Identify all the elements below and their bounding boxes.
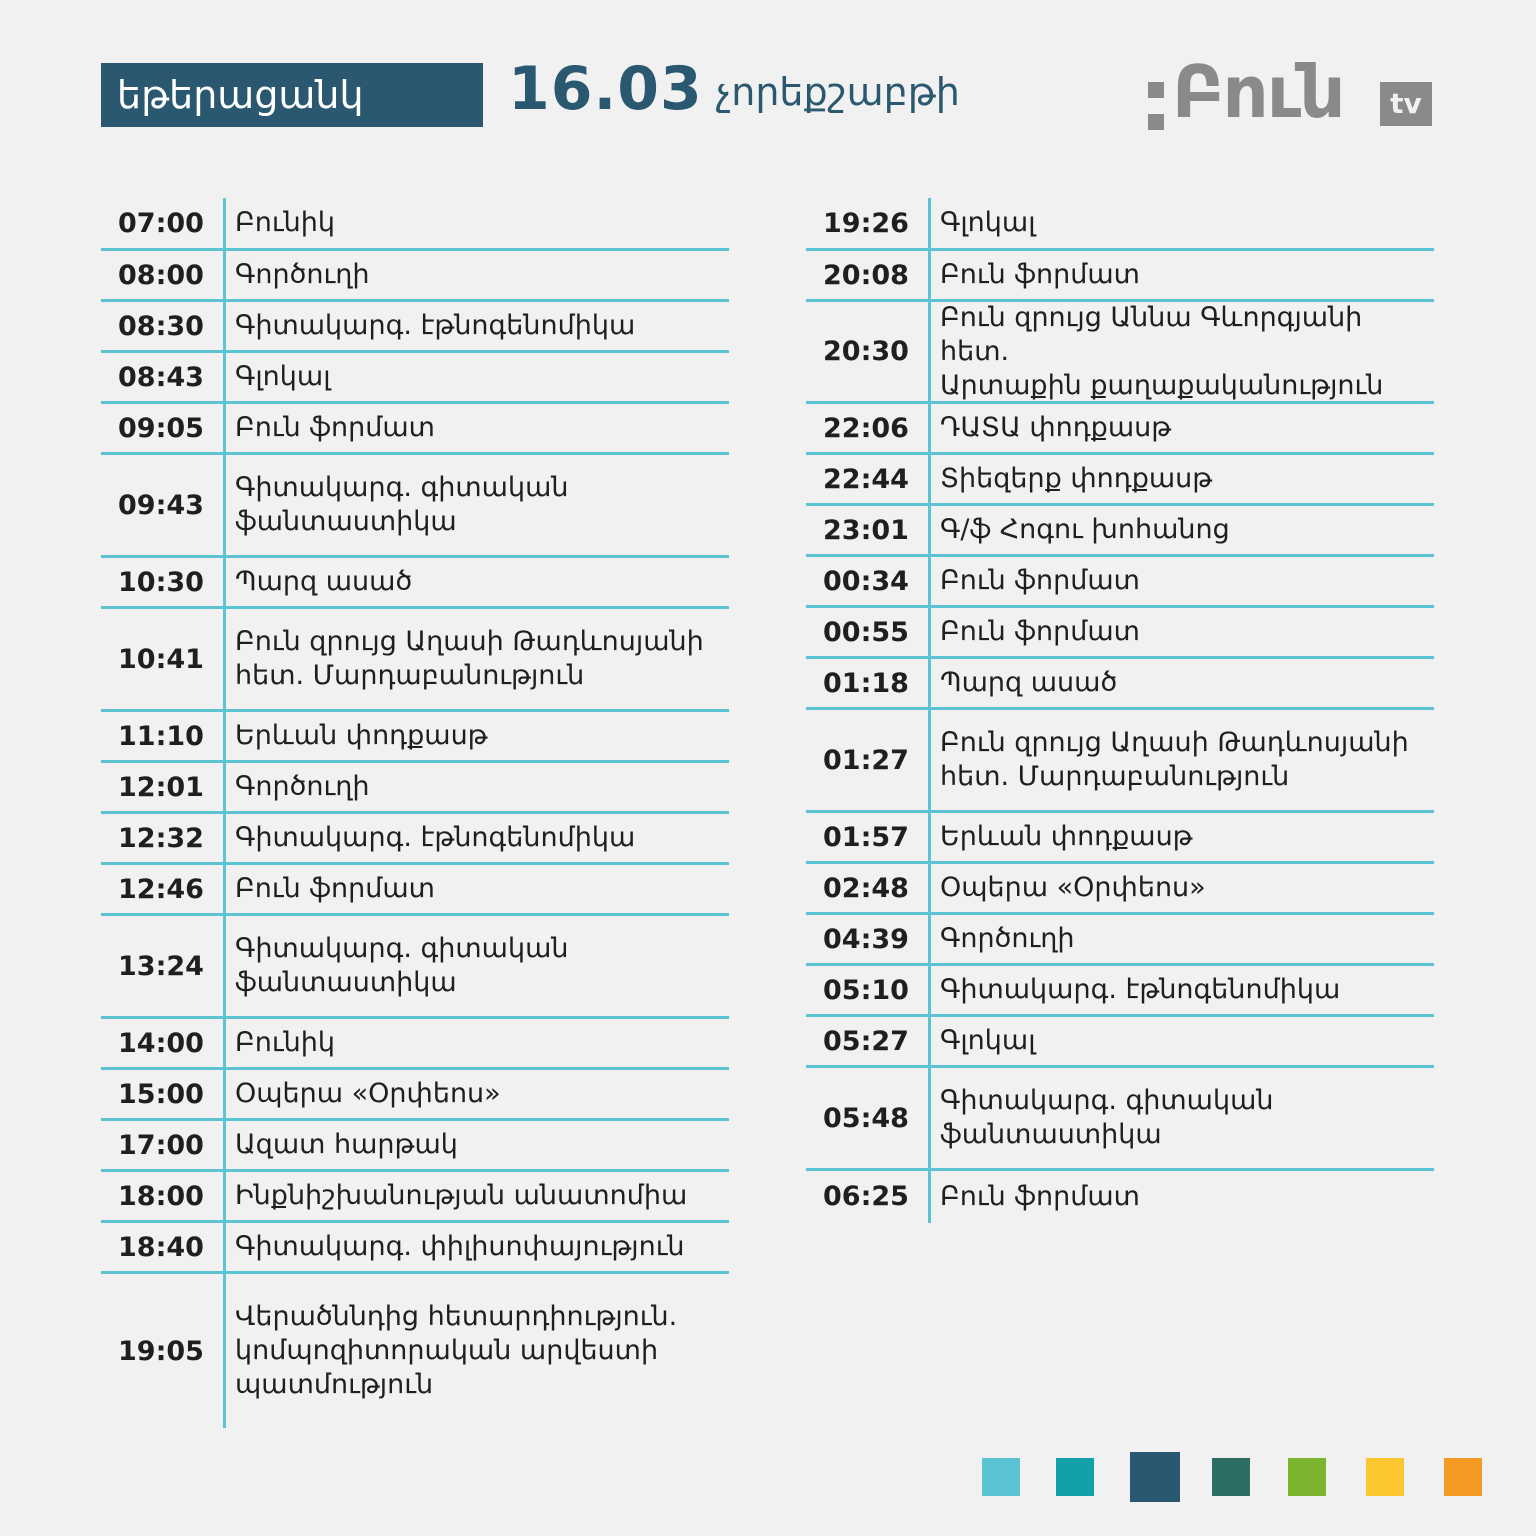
schedule-row <box>806 1171 1434 1222</box>
schedule-title: Բուն ֆորմատ <box>235 873 435 904</box>
schedule-title: Ազատ հարթակ <box>235 1129 458 1160</box>
schedule-title: Գիտակարգ. էթնոգենոմիկա <box>235 822 636 853</box>
schedule-time: 08:00 <box>118 259 204 291</box>
schedule-time: 22:06 <box>823 412 909 444</box>
schedule-time: 19:26 <box>823 207 909 239</box>
schedule-row <box>806 1068 1434 1171</box>
schedule-time: 05:10 <box>823 974 909 1006</box>
schedule-time: 20:08 <box>823 259 909 291</box>
schedule-time: 23:01 <box>823 514 909 546</box>
schedule-time: 04:39 <box>823 923 909 955</box>
schedule-time: 02:48 <box>823 872 909 904</box>
header-label: եթերացանկ <box>101 63 483 127</box>
schedule-title: Գլոկալ <box>235 361 331 392</box>
schedule-row <box>101 251 729 302</box>
schedule-time: 06:25 <box>823 1181 909 1212</box>
schedule-time: 09:05 <box>118 412 204 444</box>
schedule-title: Բուն զրույց Աննա Գևորգյանի հետ. Արտաքին քաղաքականություն <box>940 301 1384 401</box>
schedule-row <box>101 302 729 353</box>
schedule-title: Բուն ֆորմատ <box>940 259 1140 290</box>
schedule-row <box>101 763 729 814</box>
schedule-row <box>101 455 729 558</box>
schedule-title: Գիտակարգ. գիտական ֆանտաստիկա <box>235 472 569 537</box>
schedule-row <box>101 558 729 609</box>
schedule-row <box>101 814 729 865</box>
schedule-title: Գիտակարգ. փիլիսոփայություն <box>235 1231 685 1262</box>
color-swatch <box>1288 1458 1326 1496</box>
schedule-row <box>806 608 1434 659</box>
schedule-row <box>806 864 1434 915</box>
schedule-title: Օպերա «Օրփեոս» <box>235 1078 501 1109</box>
schedule-title: Բուն ֆորմատ <box>940 565 1140 596</box>
schedule-title: Օպերա «Օրփեոս» <box>940 872 1206 903</box>
schedule-left-column <box>101 198 729 1428</box>
schedule-time: 22:44 <box>823 463 909 495</box>
schedule-row <box>101 916 729 1019</box>
schedule-row <box>101 404 729 455</box>
logo-tv-badge: tv <box>1380 82 1432 126</box>
color-swatch <box>1366 1458 1404 1496</box>
schedule-time: 01:57 <box>823 821 909 853</box>
schedule-time: 08:30 <box>118 310 204 342</box>
schedule-row <box>806 966 1434 1017</box>
weekday-label: չորեքշաբթի <box>715 70 960 114</box>
schedule-time: 01:27 <box>823 744 909 776</box>
schedule-time: 17:00 <box>118 1129 204 1161</box>
schedule-title: Բունիկ <box>235 207 335 238</box>
schedule-title: Գործուղի <box>235 259 370 290</box>
date-block <box>508 54 960 124</box>
schedule-title: Բուն ֆորմատ <box>940 1180 1140 1212</box>
schedule-title: Գիտակարգ. գիտական ֆանտաստիկա <box>235 933 569 998</box>
schedule-row <box>806 915 1434 966</box>
schedule-title: Գիտակարգ. էթնոգենոմիկա <box>235 310 636 341</box>
schedule-title: Գլոկալ <box>940 207 1036 238</box>
channel-logo <box>1148 50 1438 134</box>
schedule-time: 09:43 <box>118 489 204 521</box>
schedule-title: Գ/ֆ Հոգու խոհանոց <box>940 514 1230 545</box>
schedule-title: Գիտակարգ. էթնոգենոմիկա <box>940 974 1341 1005</box>
schedule-title: Ինքնիշխանության անատոմիա <box>235 1180 688 1211</box>
schedule-title: Գործուղի <box>940 923 1075 954</box>
schedule-time: 08:43 <box>118 361 204 393</box>
schedule-time: 12:01 <box>118 771 204 803</box>
schedule-title: Բուն զրույց Աղասի Թադևոսյանի հետ. Մարդաբանություն <box>235 626 704 691</box>
schedule-time: 00:34 <box>823 565 909 597</box>
schedule-row <box>101 198 729 251</box>
schedule-time: 12:46 <box>118 873 204 905</box>
schedule-title: Գործուղի <box>235 771 370 802</box>
schedule-right-column <box>806 198 1434 1222</box>
schedule-title: Երևան փոդքասթ <box>940 821 1193 852</box>
schedule-title: Գլոկալ <box>940 1025 1036 1056</box>
schedule-title: Տիեզերք փոդքասթ <box>940 463 1213 494</box>
schedule-time: 13:24 <box>118 950 204 982</box>
schedule-time: 01:18 <box>823 667 909 699</box>
schedule-row <box>101 609 729 712</box>
schedule-row <box>806 251 1434 302</box>
schedule-row <box>806 506 1434 557</box>
schedule-title: Պարզ ասած <box>235 566 413 597</box>
schedule-title: Երևան փոդքասթ <box>235 720 488 751</box>
color-swatch <box>1130 1452 1180 1502</box>
schedule-row <box>101 1121 729 1172</box>
color-swatch <box>1056 1458 1094 1496</box>
color-swatch <box>1444 1458 1482 1496</box>
schedule-time: 20:30 <box>823 336 909 367</box>
schedule-row <box>101 1070 729 1121</box>
schedule-row <box>806 557 1434 608</box>
schedule-row <box>806 1017 1434 1068</box>
schedule-row <box>101 353 729 404</box>
schedule-time: 05:48 <box>823 1102 909 1134</box>
schedule-row <box>806 710 1434 813</box>
schedule-row <box>806 455 1434 506</box>
date-number: 16.03 <box>508 54 703 124</box>
schedule-row <box>101 865 729 916</box>
schedule-row <box>806 302 1434 404</box>
schedule-title: Գիտակարգ. գիտական ֆանտաստիկա <box>940 1085 1274 1150</box>
schedule-row <box>101 1172 729 1223</box>
schedule-time: 00:55 <box>823 616 909 648</box>
schedule-title: Բուն զրույց Աղասի Թադևոսյանի հետ. Մարդաբանություն <box>940 727 1409 792</box>
logo-colon-icon <box>1148 82 1164 130</box>
schedule-row <box>806 659 1434 710</box>
schedule-time: 10:30 <box>118 566 204 598</box>
schedule-title: Բունիկ <box>235 1027 335 1058</box>
schedule-row <box>101 712 729 763</box>
schedule-row <box>806 813 1434 864</box>
schedule-time: 14:00 <box>118 1027 204 1059</box>
schedule-time: 12:32 <box>118 822 204 854</box>
schedule-row <box>101 1019 729 1070</box>
logo-word: Բուն <box>1172 50 1344 134</box>
schedule-time: 07:00 <box>118 207 204 239</box>
schedule-time: 19:05 <box>118 1335 204 1367</box>
schedule-title: Բուն ֆորմատ <box>940 616 1140 647</box>
schedule-time: 10:41 <box>118 643 204 675</box>
schedule-row <box>806 198 1434 251</box>
schedule-time: 11:10 <box>118 720 204 752</box>
schedule-time: 05:27 <box>823 1025 909 1057</box>
schedule-title: ԴԱՏԱ փոդքասթ <box>940 412 1172 443</box>
schedule-title: Բուն ֆորմատ <box>235 412 435 443</box>
schedule-title: Պարզ ասած <box>940 667 1118 698</box>
schedule-time: 18:00 <box>118 1180 204 1212</box>
schedule-row <box>806 404 1434 455</box>
schedule-time: 18:40 <box>118 1231 204 1263</box>
color-swatch <box>1212 1458 1250 1496</box>
schedule-time: 15:00 <box>118 1078 204 1110</box>
schedule-row <box>101 1274 729 1428</box>
color-swatch <box>982 1458 1020 1496</box>
schedule-row <box>101 1223 729 1274</box>
schedule-title: Վերածննդից հետարդիություն. կոմպոզիտորական արվեստի պատմություն <box>235 1301 678 1400</box>
